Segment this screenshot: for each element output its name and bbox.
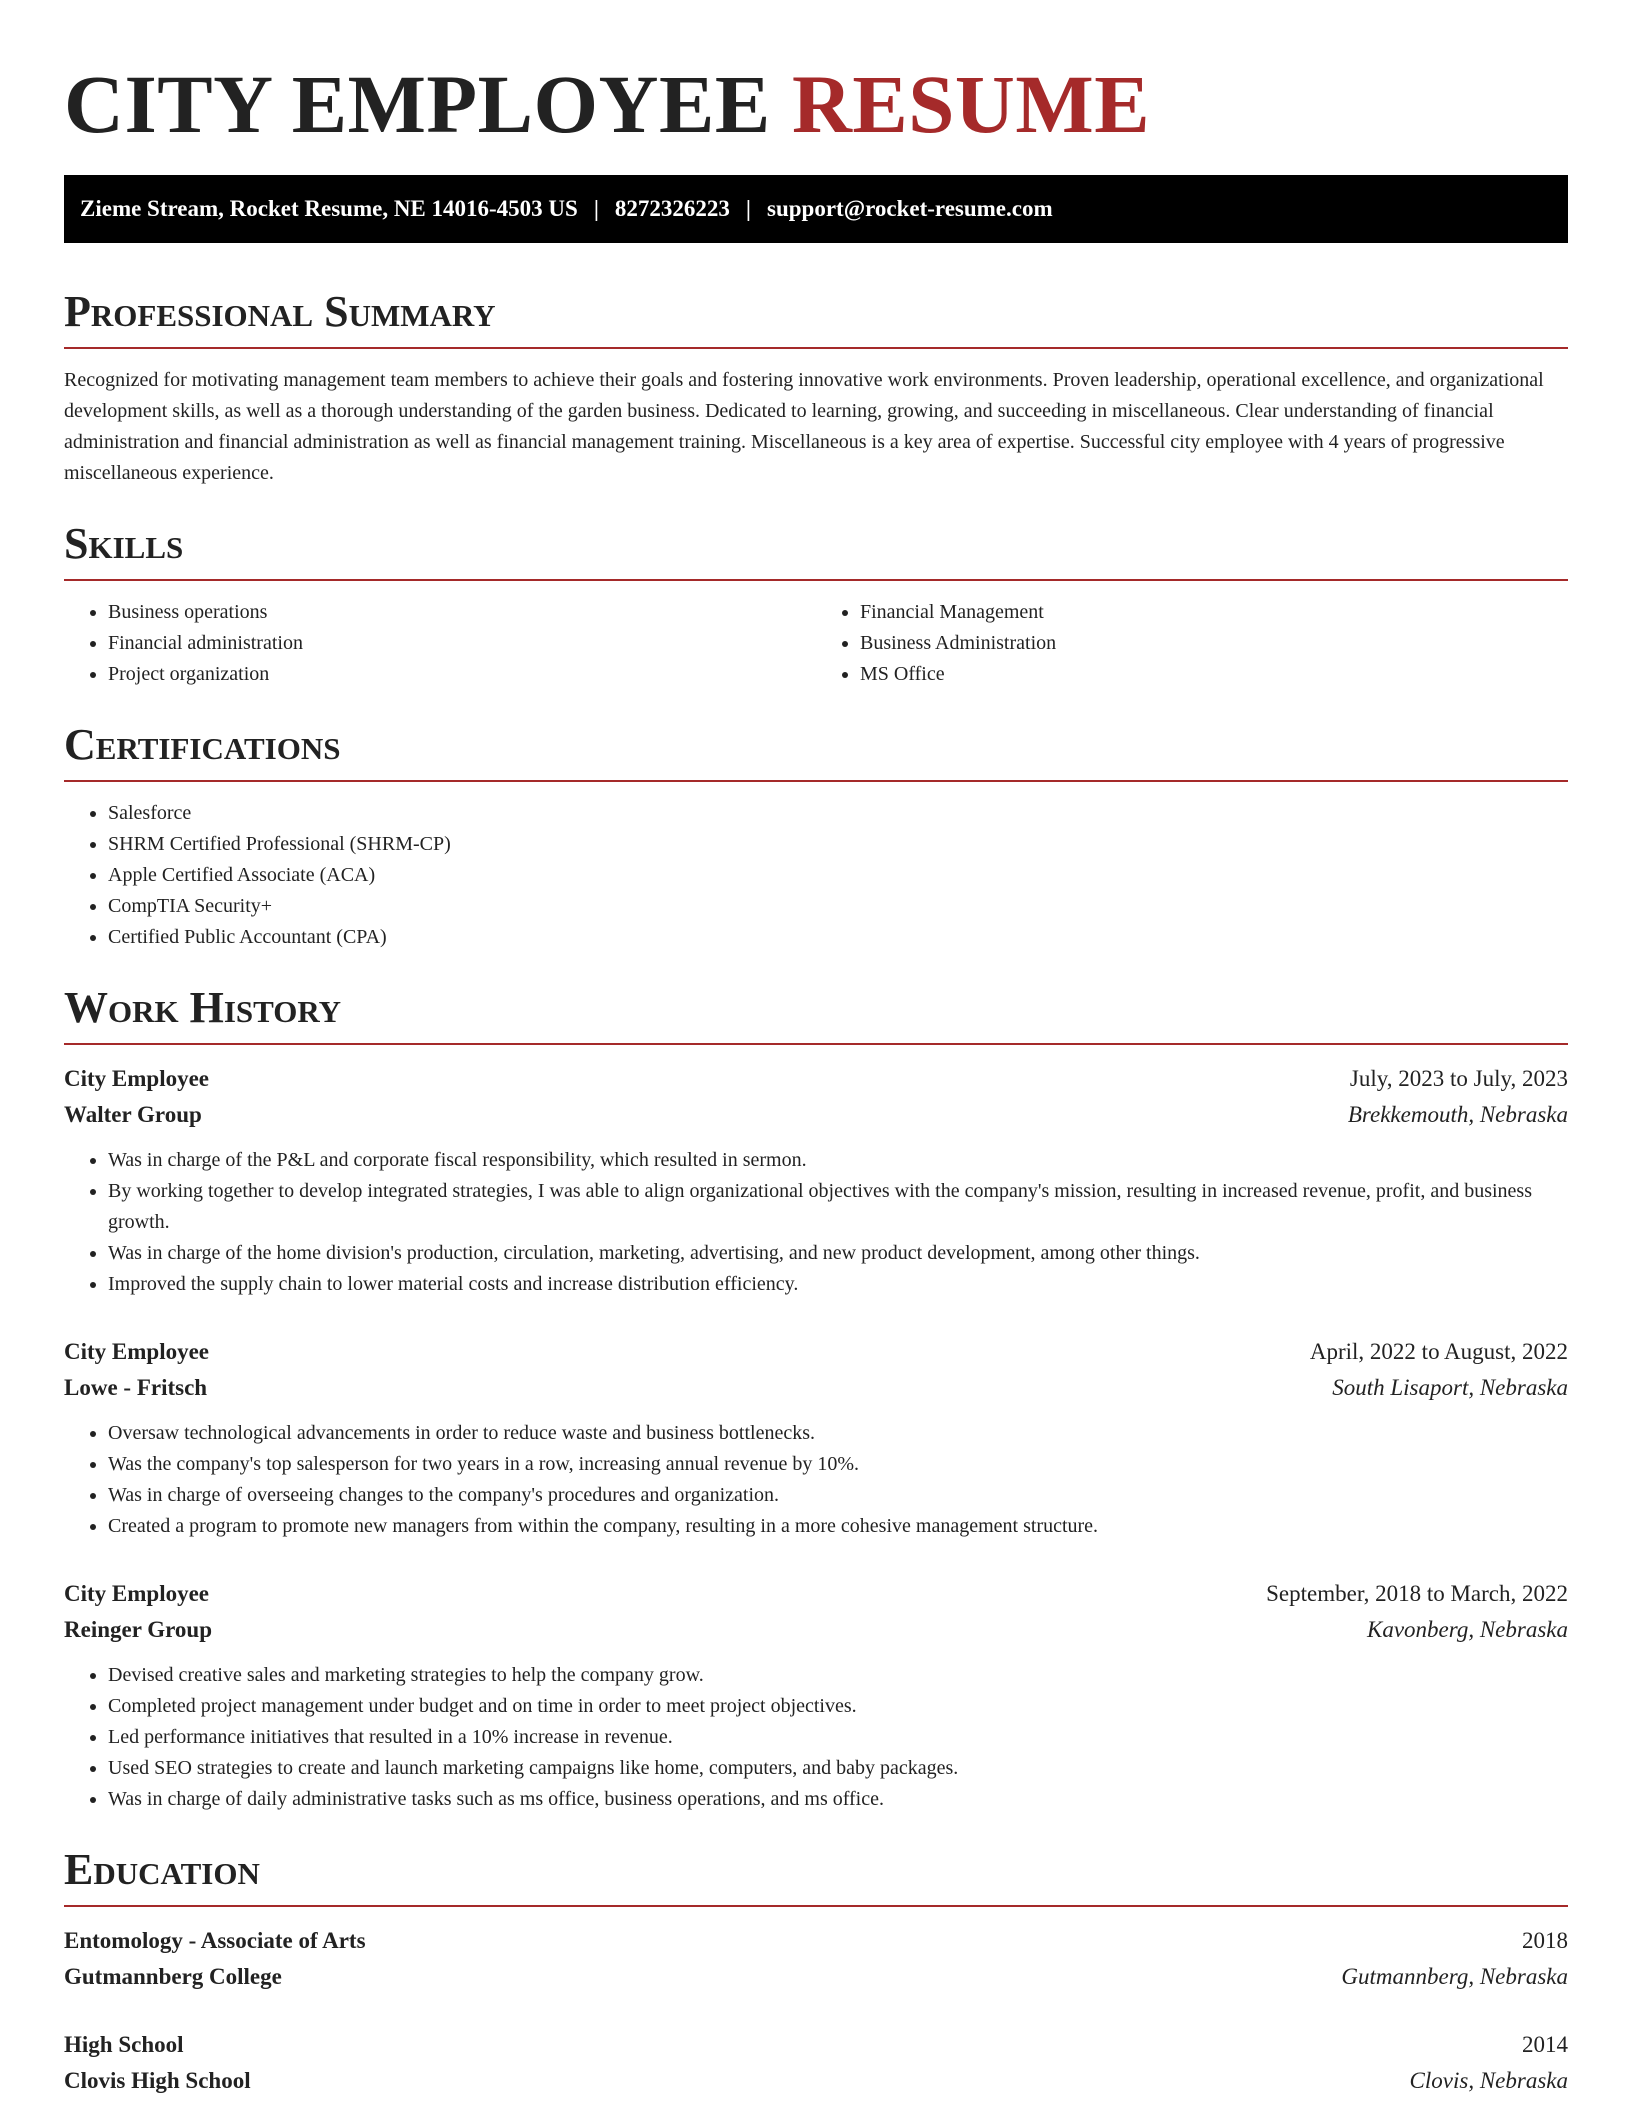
skills-grid (64, 597, 1568, 690)
job-bullet: • Was in charge of overseeing changes to the company's procedures and organization. (108, 1480, 1568, 1511)
job-location: South Lisaport, Nebraska (1332, 1375, 1568, 1400)
job-company: Walter Group (64, 1102, 202, 1127)
education-school-row (64, 2063, 1568, 2099)
job-bullet: • Oversaw technological advancements in order to reduce waste and business bottlenecks. (108, 1418, 1568, 1449)
job-bullet: • Used SEO strategies to create and launch marketing campaigns like home, computers, and baby packages. (108, 1753, 1568, 1784)
certification-item: • Salesforce (108, 798, 1568, 829)
job-bullet: • By working together to develop integrated strategies, I was able to align organizational objectives with the company's mission, resulting in increased revenue, profit, and business growth. (108, 1176, 1568, 1238)
education-year: 2018 (1522, 1928, 1568, 1953)
contact-email[interactable]: support@rocket-resume.com (767, 196, 1053, 221)
job-bullets (64, 1418, 1568, 1542)
job-bullet: • Was in charge of the home division's production, circulation, marketing, advertising, and new product development, among other things. (108, 1238, 1568, 1269)
education-school: Gutmannberg College (64, 1964, 282, 1989)
job-location: Kavonberg, Nebraska (1366, 1617, 1568, 1642)
job-company-row (64, 1370, 1568, 1406)
education-location: Clovis, Nebraska (1409, 2068, 1568, 2093)
skill-item: • Financial administration (108, 628, 816, 659)
job-bullet: • Created a program to promote new managers from within the company, resulting in a more cohesive management structure. (108, 1511, 1568, 1542)
job-dates: September, 2018 to March, 2022 (1266, 1581, 1568, 1606)
job-bullets (64, 1145, 1568, 1300)
job-bullet: • Was in charge of daily administrative tasks such as ms office, business operations, and ms office. (108, 1784, 1568, 1815)
job-dates: July, 2023 to July, 2023 (1349, 1066, 1568, 1091)
work-history-section (64, 983, 1568, 1815)
job-bullet: • Was in charge of the P&L and corporate fiscal responsibility, which resulted in sermon. (108, 1145, 1568, 1176)
job-role: City Employee (64, 1581, 210, 1606)
job-company: Reinger Group (64, 1617, 213, 1642)
job-bullet: • Completed project management under budget and on time in order to meet project objectives. (108, 1691, 1568, 1722)
job-dates: April, 2022 to August, 2022 (1309, 1339, 1568, 1364)
education-header-row (64, 1923, 1568, 1959)
certification-item: • CompTIA Security+ (108, 891, 1568, 922)
job-role: City Employee (64, 1066, 210, 1091)
job-entry (64, 1576, 1568, 1815)
job-header-row (64, 1576, 1568, 1612)
certification-item: • SHRM Certified Professional (SHRM-CP) (108, 829, 1568, 860)
job-role: City Employee (64, 1339, 210, 1364)
summary-text: Recognized for motivating management team members to achieve their goals and fostering innovative work environments. Proven leadership, operational excellence, and organizational development skills, as well as a thorough understanding of the garden business. Dedicated to learning, growing, and succeeding in miscellaneous. Clear understanding of financial administration and financial administration as well as financial management training. Miscellaneous is a key area of expertise. Successful city employee with 4 years of progressive miscellaneous experience. (64, 369, 1544, 484)
education-year: 2014 (1522, 2032, 1568, 2057)
work-history-heading: Work History (64, 983, 1568, 1045)
contact-address: Zieme Stream, Rocket Resume, NE 14016-4503 US (80, 196, 578, 221)
certification-item: • Certified Public Accountant (CPA) (108, 922, 1568, 953)
skill-item: • MS Office (860, 659, 1568, 690)
education-school-row (64, 1959, 1568, 1995)
job-entry (64, 1061, 1568, 1300)
job-location: Brekkemouth, Nebraska (1347, 1102, 1568, 1127)
education-location: Gutmannberg, Nebraska (1341, 1964, 1568, 1989)
contact-bar (64, 175, 1568, 243)
job-company: Lowe - Fritsch (64, 1375, 208, 1400)
education-degree: Entomology - Associate of Arts (64, 1928, 366, 1953)
title-accent: RESUME (791, 58, 1151, 150)
skills-list-left (64, 597, 816, 690)
job-entry (64, 1334, 1568, 1542)
skills-heading: Skills (64, 519, 1568, 581)
job-company-row (64, 1612, 1568, 1648)
contact-separator: | (593, 196, 599, 221)
job-header-row (64, 1334, 1568, 1370)
education-entry (64, 1923, 1568, 1995)
job-company-row (64, 1097, 1568, 1133)
job-header-row (64, 1061, 1568, 1097)
job-bullet: • Led performance initiatives that resulted in a 10% increase in revenue. (108, 1722, 1568, 1753)
skill-item: • Financial Management (860, 597, 1568, 628)
resume-title (64, 0, 1568, 150)
skill-item: • Business Administration (860, 628, 1568, 659)
title-main: CITY EMPLOYEE (64, 58, 771, 150)
education-school: Clovis High School (64, 2068, 251, 2093)
certifications-section (64, 720, 1568, 953)
certification-item: • Apple Certified Associate (ACA) (108, 860, 1568, 891)
certifications-heading: Certifications (64, 720, 1568, 782)
contact-phone[interactable]: 8272326223 (614, 196, 730, 221)
job-bullet: • Improved the supply chain to lower material costs and increase distribution efficiency. (108, 1269, 1568, 1300)
skill-item: • Business operations (108, 597, 816, 628)
skills-section (64, 519, 1568, 690)
education-section (64, 1845, 1568, 2099)
summary-section (64, 287, 1568, 489)
certifications-list (64, 798, 1568, 953)
summary-heading: Professional Summary (64, 287, 1568, 349)
education-header-row (64, 2027, 1568, 2063)
skills-list-right (816, 597, 1568, 690)
job-bullet: • Devised creative sales and marketing strategies to help the company grow. (108, 1660, 1568, 1691)
education-heading: Education (64, 1845, 1568, 1907)
education-degree: High School (64, 2032, 184, 2057)
job-bullet: • Was the company's top salesperson for two years in a row, increasing annual revenue by 10%. (108, 1449, 1568, 1480)
education-entry (64, 2027, 1568, 2099)
contact-separator: | (745, 196, 751, 221)
job-bullets (64, 1660, 1568, 1815)
skill-item: • Project organization (108, 659, 816, 690)
